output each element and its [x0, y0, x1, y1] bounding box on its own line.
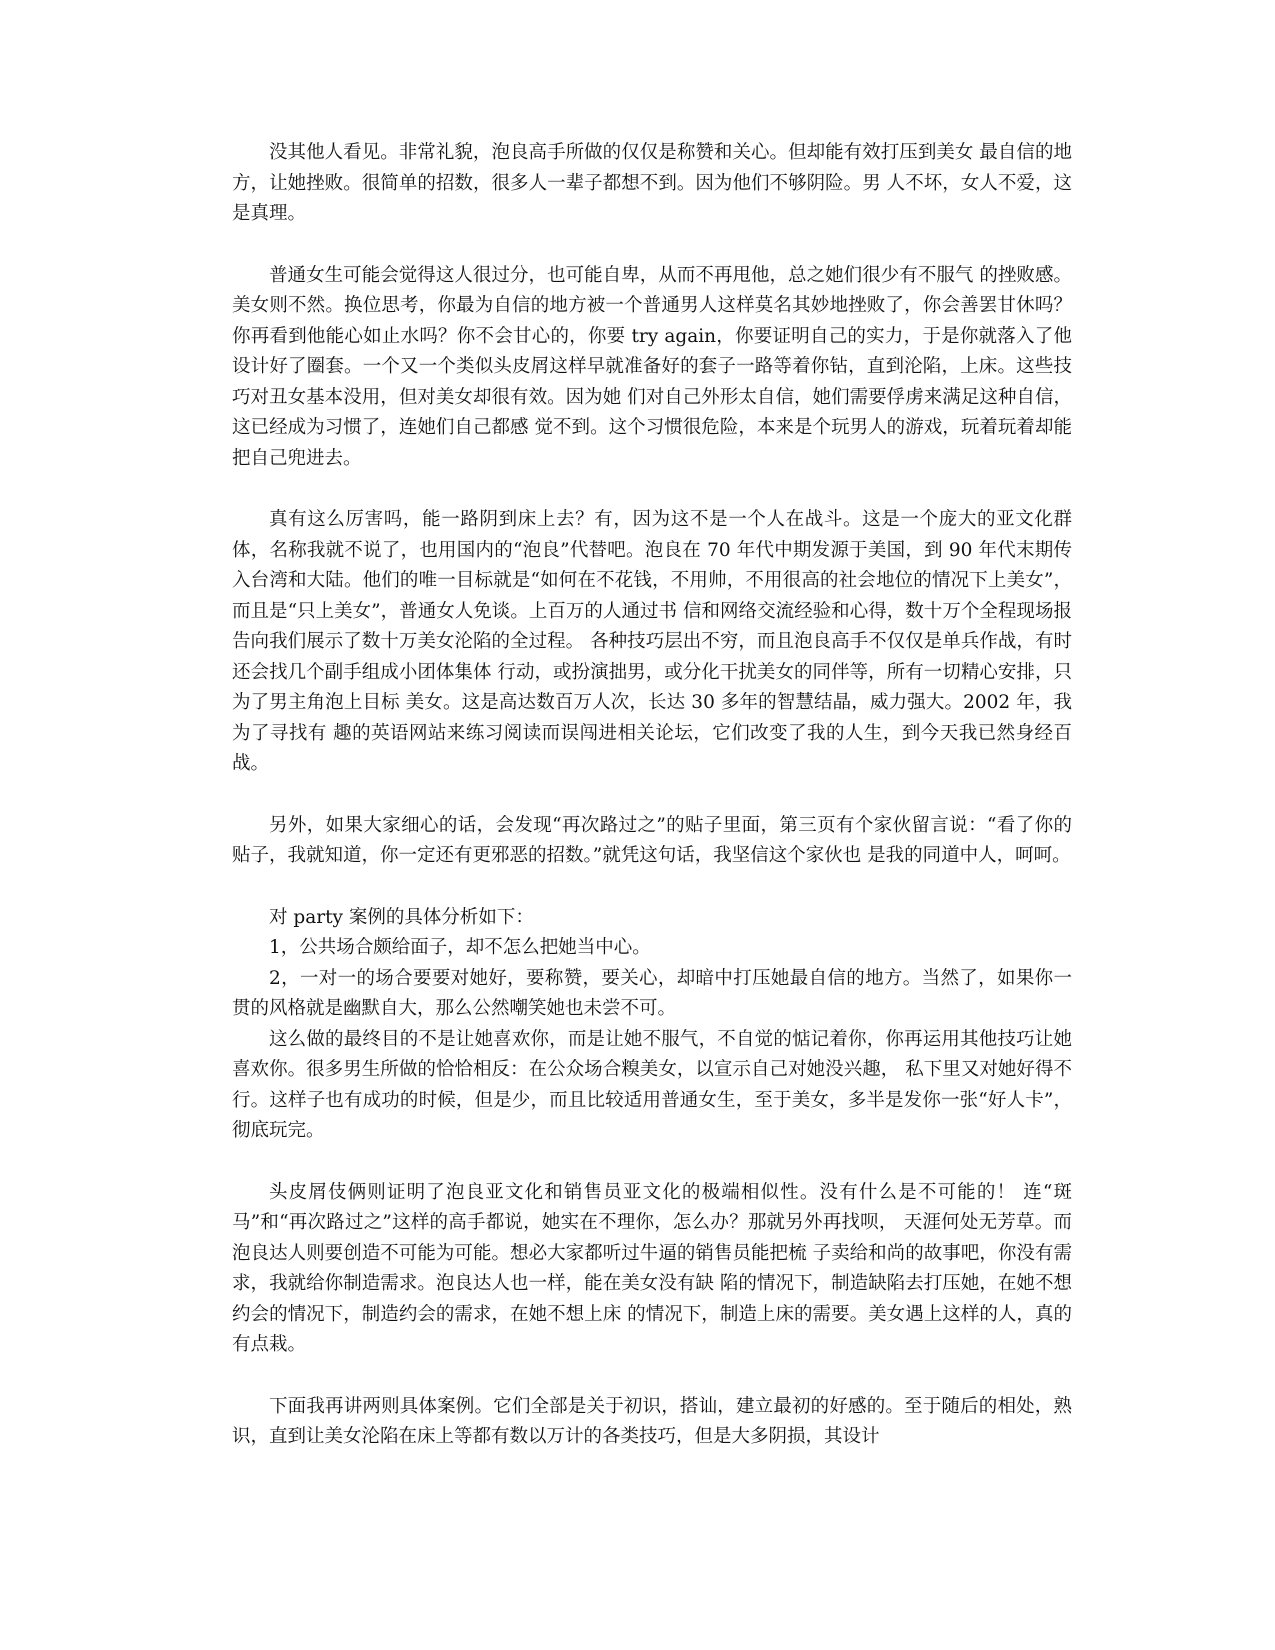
paragraph-4: 另外，如果大家细心的话，会发现“再次路过之”的贴子里面，第三页有个家伙留言说：“看了你的贴子，我就知道，你一定还有更邪恶的招数。”就凭这句话，我坚信这个家伙也 是我的同道中人，呵呵。 — [232, 814, 1072, 866]
analysis-item-1: 1，公共场合颇给面子，却不怎么把她当中心。 — [269, 937, 651, 958]
paragraph-gap — [232, 1147, 1072, 1178]
paragraph-1: 没其他人看见。非常礼貌，泡良高手所做的仅仅是称赞和关心。但却能有效打压到美女 最自信的地方，让她挫败。很简单的招数，很多人一辈子都想不到。因为他们不够阴险。男 人不坏，女人不爱，这是真理。 — [232, 142, 1072, 224]
paragraph-2: 普通女生可能会觉得这人很过分，也可能自卑，从而不再甩他，总之她们很少有不服气 的挫败感。美女则不然。换位思考，你最为自信的地方被一个普通男人这样莫名其妙地挫败了，你会善罢甘休吗？你再看到他能心如止水吗？你不会甘心的，你要 try again，你要证明自己的实力，于是你就落入了他设计好了圈套。一个又一个类似头皮屑这样早就准备好的套子一路等着你钻，直到沦陷，上床。这些技巧对丑女基本没用，但对美女却很有效。因为她 们对自己外形太自信，她们需要俘虏来满足这种自信，这已经成为习惯了，连她们自己都感 觉不到。这个习惯很危险，本来是个玩男人的游戏，玩着玩着却能把自己兜进去。 — [232, 264, 1072, 469]
paragraph-gap — [232, 780, 1072, 811]
analysis-item-2: 2，一对一的场合要要对她好，要称赞，要关心，却暗中打压她最自信的地方。当然了，如果你一贯的风格就是幽默自大，那么公然嘲笑她也未尝不可。 — [232, 967, 1072, 1019]
analysis-conclusion: 这么做的最终目的不是让她喜欢你，而是让她不服气，不自觉的惦记着你，你再运用其他技巧让她喜欢你。很多男生所做的恰恰相反：在公众场合糗美女，以宣示自己对她没兴趣， 私下里又对她好得不行。这样子也有成功的时候，但是少，而且比较适用普通女生，至于美女，多半是发你一张“好人卡”，彻底玩完。 — [232, 1028, 1072, 1141]
paragraph-5: 头皮屑伎俩则证明了泡良亚文化和销售员亚文化的极端相似性。没有什么是不可能的！ 连“斑马”和“再次路过之”这样的高手都说，她实在不理你，怎么办？那就另外再找呗， 天涯何处无芳草。而泡良达人则要创造不可能为可能。想必大家都听过牛逼的销售员能把梳 子卖给和尚的故事吧，你没有需求，我就给你制造需求。泡良达人也一样，能在美女没有缺 陷的情况下，制造缺陷去打压她，在她不想约会的情况下，制造约会的需求，在她不想上床 的情况下，制造上床的需要。美女遇上这样的人，真的有点栽。 — [232, 1181, 1072, 1355]
paragraph-gap — [232, 872, 1072, 903]
paragraph-gap — [232, 230, 1072, 261]
paragraph-3: 真有这么厉害吗，能一路阴到床上去？有，因为这不是一个人在战斗。这是一个庞大的亚文化群体，名称我就不说了，也用国内的“泡良”代替吧。泡良在 70 年代中期发源于美国，到 90 年代末期传入台湾和大陆。他们的唯一目标就是“如何在不花钱，不用帅，不用很高的社会地位的情况下上美女”，而且是“只上美女”，普通女人免谈。上百万的人通过书 信和网络交流经验和心得，数十万个全程现场报告向我们展示了数十万美女沦陷的全过程。 各种技巧层出不穷，而且泡良高手不仅仅是单兵作战，有时还会找几个副手组成小团体集体 行动，或扮演拙男，或分化干扰美女的同伴等，所有一切精心安排，只为了男主角泡上目标 美女。这是高达数百万人次，长达 30 多年的智慧结晶，威力强大。2002 年，我为了寻找有 趣的英语网站来练习阅读而误闯进相关论坛，它们改变了我的人生，到今天我已然身经百战。 — [232, 509, 1072, 774]
paragraph-gap — [232, 474, 1072, 505]
paragraph-gap — [232, 1361, 1072, 1392]
analysis-intro: 对 party 案例的具体分析如下： — [269, 906, 534, 928]
document-page — [232, 138, 1072, 1453]
paragraph-6: 下面我再讲两则具体案例。它们全部是关于初识，搭讪，建立最初的好感的。至于随后的相处，熟识，直到让美女沦陷在床上等都有数以万计的各类技巧，但是大多阴损，其设计 — [232, 1395, 1072, 1447]
